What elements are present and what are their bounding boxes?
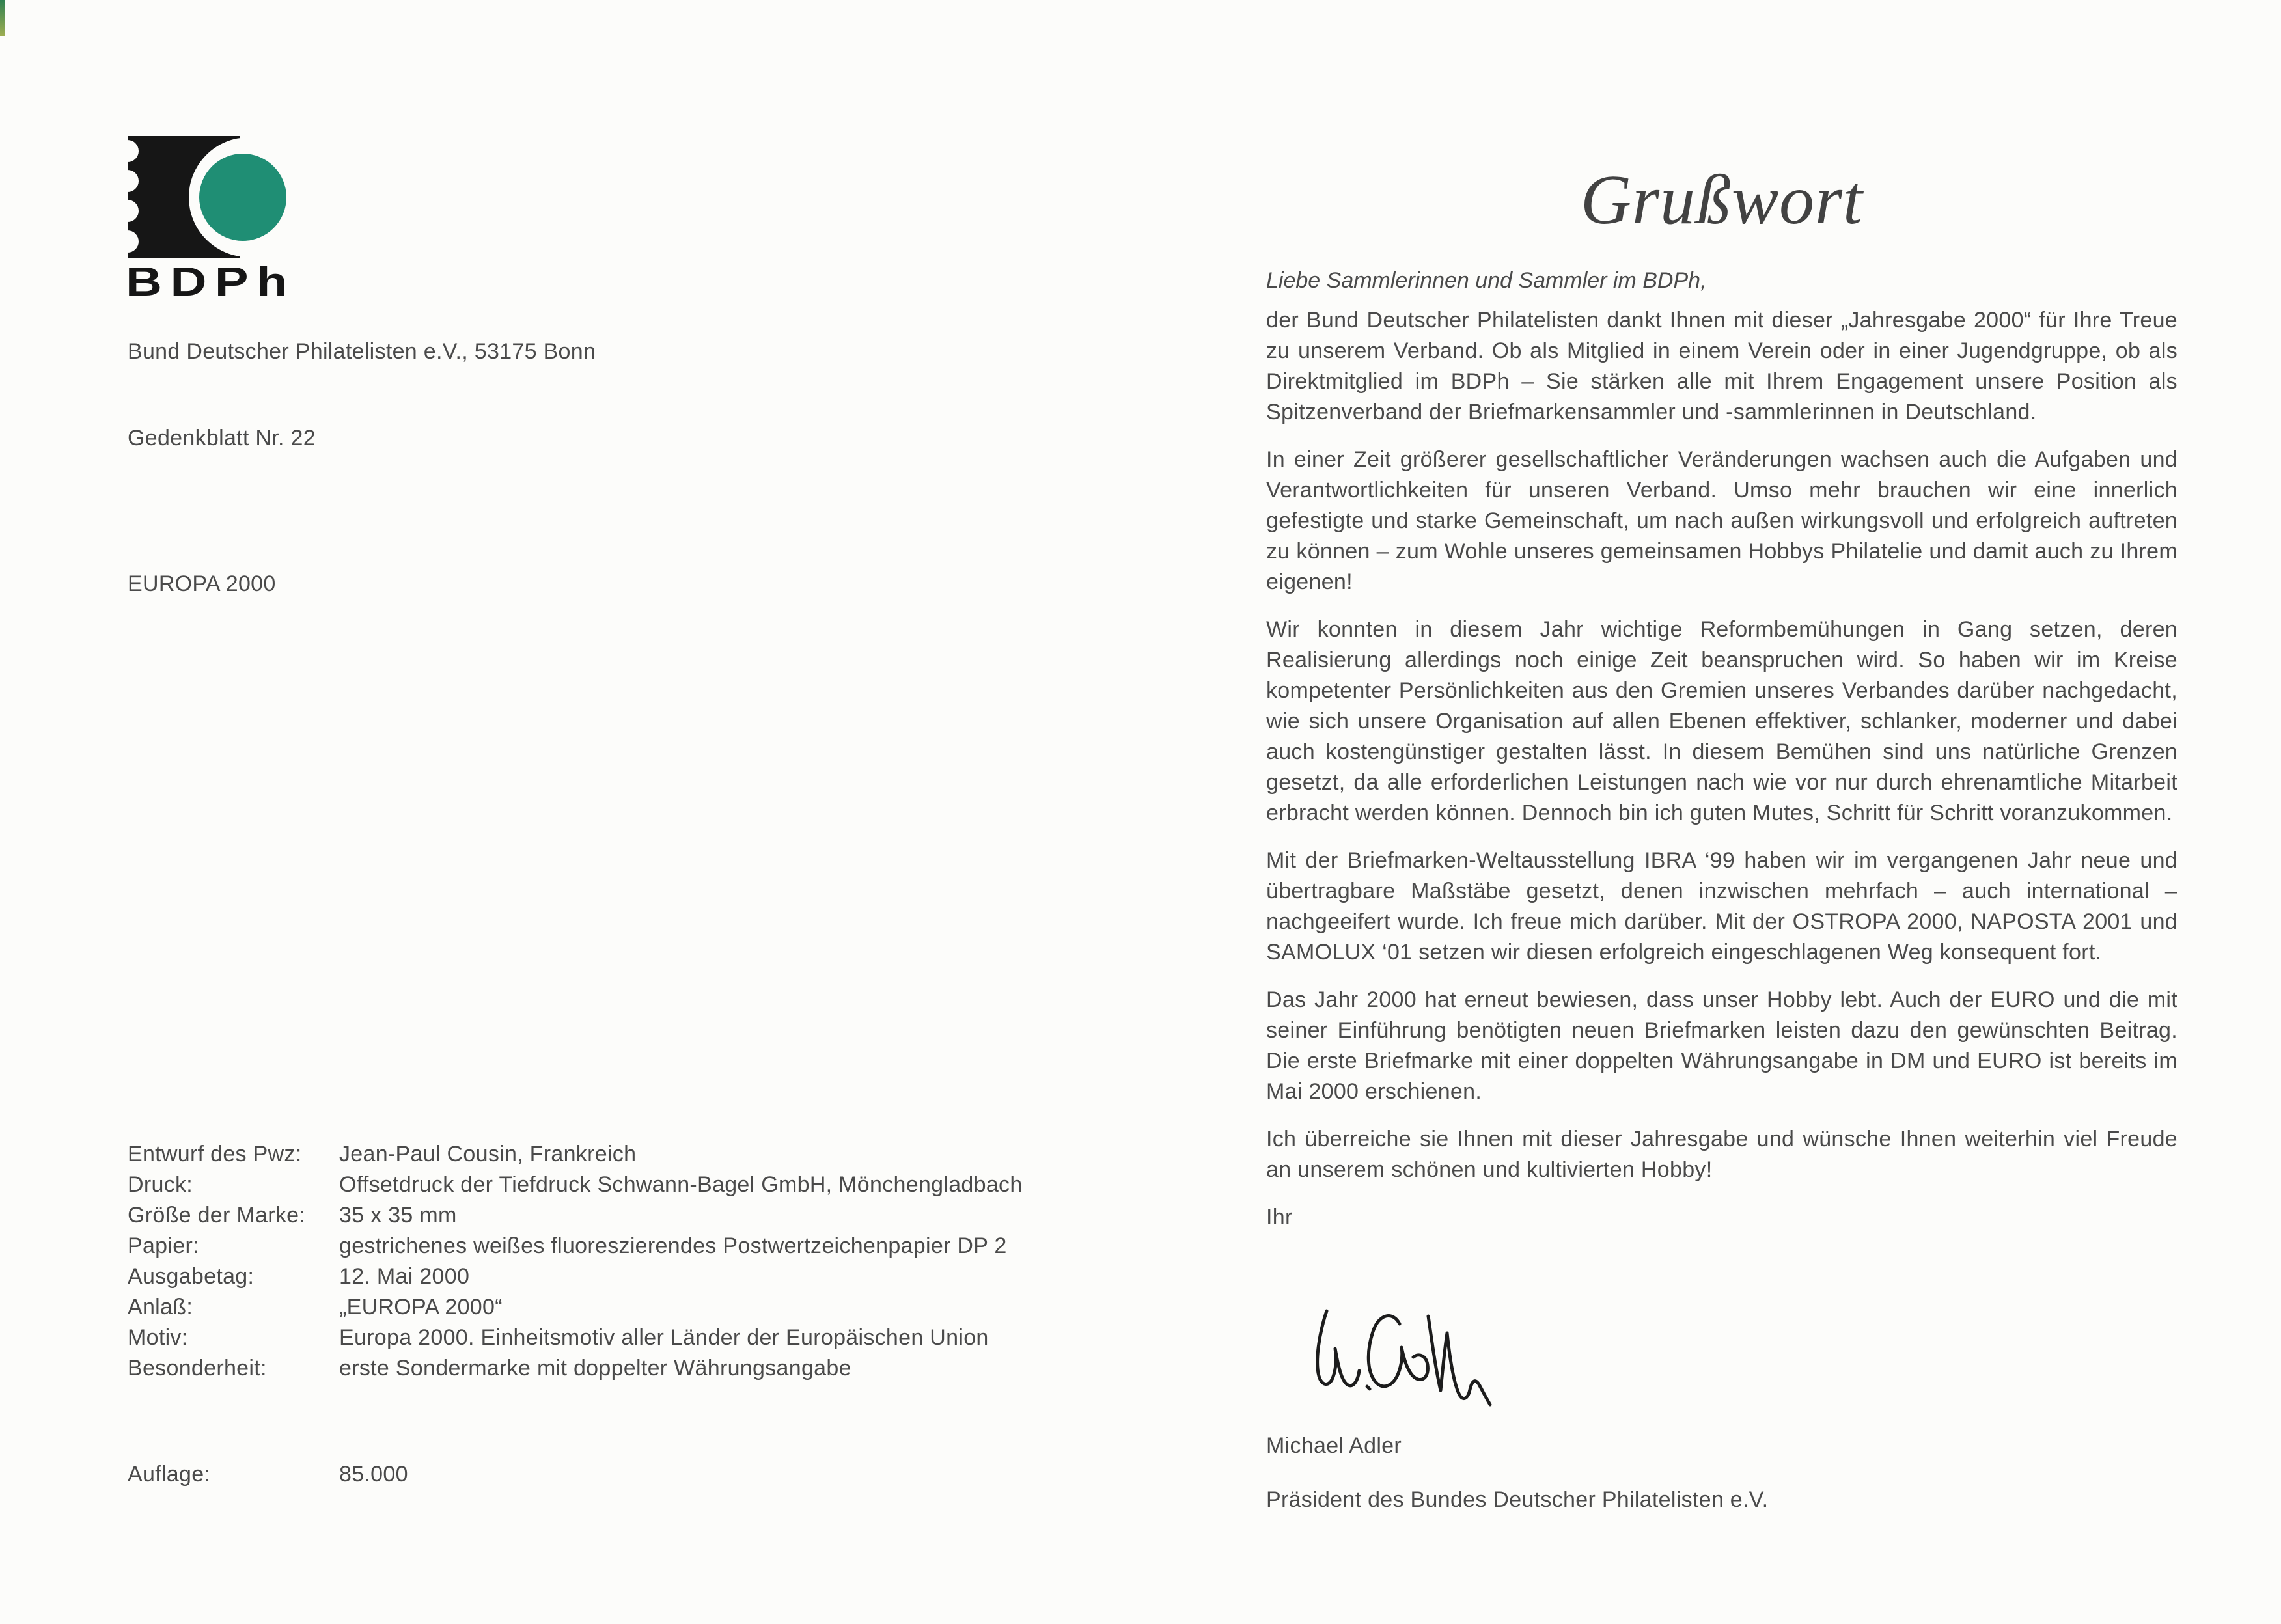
detail-label: Druck: [128, 1172, 193, 1197]
sender-line: Bund Deutscher Philatelisten e.V., 53175 Bonn [128, 339, 596, 364]
signature-name: Michael Adler [1266, 1433, 1402, 1458]
detail-label: Motiv: [128, 1325, 188, 1350]
detail-value: Europa 2000. Einheitsmotiv aller Länder der Europäischen Union [339, 1325, 989, 1350]
detail-label: Ausgabetag: [128, 1264, 255, 1289]
table-row [128, 1231, 1091, 1261]
table-row [128, 1200, 1091, 1231]
stamp-details-table [128, 1139, 1091, 1384]
detail-value: „EUROPA 2000“ [339, 1295, 503, 1319]
detail-value: 12. Mai 2000 [339, 1264, 470, 1289]
table-row [128, 1292, 1091, 1323]
letter-title: Grußwort [1580, 161, 1864, 239]
detail-label: Papier: [128, 1233, 199, 1258]
letter-paragraph: In einer Zeit größerer gesellschaftlicher Veränderungen wachsen auch die Aufgaben und Verantwortlichkeiten für unseren Verband. Umso mehr brauchen wir eine innerlich gefestigte und starke Gemeinschaft, um nach außen wirkungsvoll und erfolgreich auftreten zu können – zum Wohle unseres gemeinsamen Hobbys Philatelie und damit auch zu Ihrem eigenen! [1266, 447, 2177, 594]
table-row [128, 1261, 1091, 1292]
detail-value: 35 x 35 mm [339, 1203, 457, 1228]
letter-salutation: Liebe Sammlerinnen und Sammler im BDPh, [1266, 268, 1707, 293]
letter-paragraph: Mit der Briefmarken-Weltausstellung IBRA ‘99 haben wir im vergangenen Jahr neue und übertragbare Maßstäbe gesetzt, denen inzwischen mehrfach – auch international – nachgeeifert wurde. Ich freue mich darüber. Mit der OSTROPA 2000, NAPOSTA 2001 und SAMOLUX ‘01 setzen wir diesen erfolgreich eingeschlagenen Weg konsequent fort. [1266, 848, 2177, 965]
detail-label: Größe der Marke: [128, 1203, 306, 1228]
table-row [128, 1353, 1091, 1384]
scan-corner-artifact [0, 0, 5, 36]
occasion-title: EUROPA 2000 [128, 571, 276, 596]
table-row [128, 1170, 1091, 1200]
letter-paragraph: Wir konnten in diesem Jahr wichtige Reformbemühungen in Gang setzen, deren Realisierung allerdings noch einige Zeit beanspruchen wird. So haben wir im Kreise kompetenter Persönlichkeiten aus den Gremien unseres Verbandes darüber nachgedacht, wie sich unsere Organisation auf allen Ebenen effektiver, schlanker, moderner und dabei auch kostengünstiger gestalten lässt. In diesem Bemühen sind uns natürliche Grenzen gesetzt, da alle erforderlichen Leistungen nach wie vor nur durch ehrenamtliche Mitarbeit erbracht werden können. Dennoch bin ich guten Mutes, Schritt für Schritt voranzukommen. [1266, 617, 2177, 825]
sheet-number: Gedenkblatt Nr. 22 [128, 426, 316, 450]
signature-role: Präsident des Bundes Deutscher Philatelisten e.V. [1266, 1487, 1769, 1512]
detail-value: erste Sondermarke mit doppelter Währungsangabe [339, 1356, 851, 1381]
detail-label: Anlaß: [128, 1295, 193, 1319]
detail-value: Jean-Paul Cousin, Frankreich [339, 1142, 637, 1166]
letter-paragraph: Ich überreiche sie Ihnen mit dieser Jahresgabe und wünsche Ihnen weiterhin viel Freude an unserem schönen und kultivierten Hobby! [1266, 1127, 2177, 1182]
detail-value: gestrichenes weißes fluoreszierendes Postwertzeichenpapier DP 2 [339, 1233, 1007, 1258]
letter-paragraph: Das Jahr 2000 hat erneut bewiesen, dass unser Hobby lebt. Auch der EURO und die mit seiner Einführung benötigten neuen Briefmarken leisten dazu den gewünschten Beitrag. Die erste Briefmarke mit einer doppelten Währungsangabe in DM und EURO ist bereits im Mai 2000 erschienen. [1266, 987, 2177, 1104]
detail-label: Besonderheit: [128, 1356, 267, 1381]
bdph-logo-icon [127, 133, 296, 264]
letter-paragraph: der Bund Deutscher Philatelisten dankt Ihnen mit dieser „Jahresgabe 2000“ für Ihre Treue zu unserem Verband. Ob als Mitglied in einem Verein oder in einer Jugendgruppe, ob als Direktmitglied im BDPh – Sie stärken alle mit Ihrem Engagement unsere Position als Spitzenverband der Briefmarkensammler und -sammlerinnen in Deutschland. [1266, 308, 2177, 424]
table-row [128, 1323, 1091, 1353]
edition-label: Auflage: [128, 1462, 211, 1487]
detail-label: Entwurf des Pwz: [128, 1142, 302, 1166]
edition-value: 85.000 [339, 1462, 408, 1487]
edition-row [128, 1459, 1091, 1490]
detail-value: Offsetdruck der Tiefdruck Schwann-Bagel GmbH, Mönchengladbach [339, 1172, 1023, 1197]
letter-closing: Ihr [1266, 1205, 1293, 1230]
handwritten-signature [1301, 1307, 1496, 1411]
greeting-letter [1266, 163, 2177, 1233]
bdph-logo-wordmark: BDPh [126, 260, 296, 305]
table-row [128, 1139, 1091, 1170]
